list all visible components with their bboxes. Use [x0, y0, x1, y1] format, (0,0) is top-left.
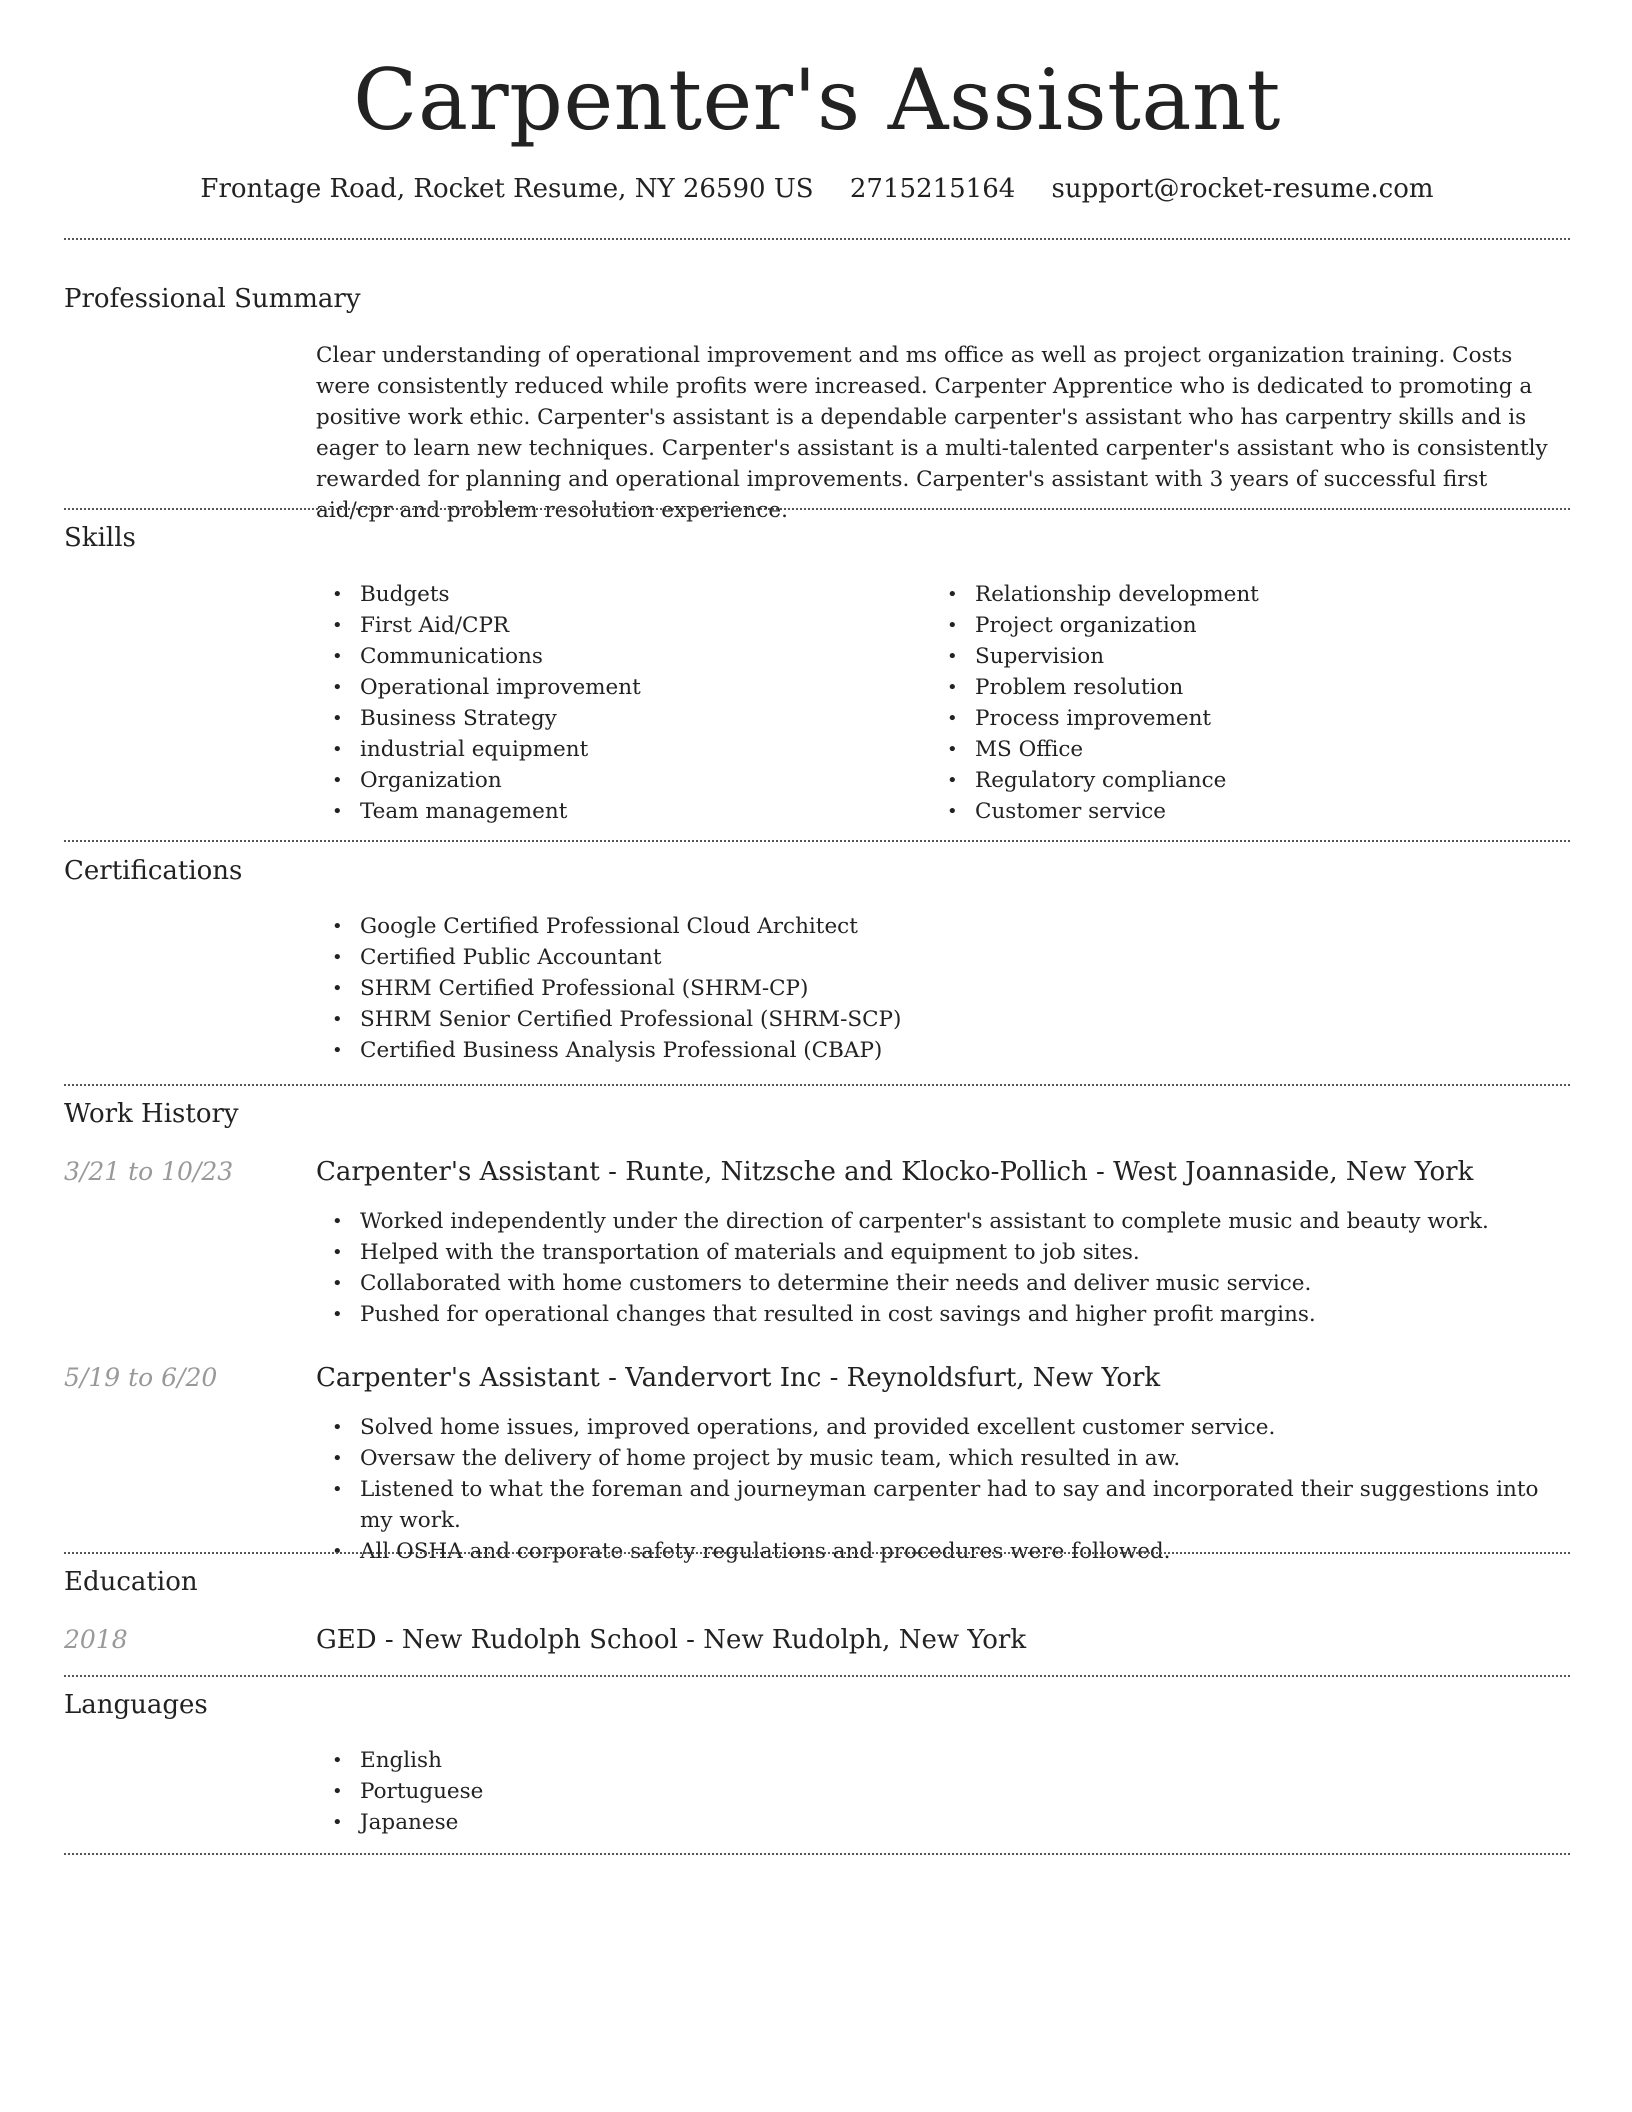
certification-item: • Google Certified Professional Cloud Architect [316, 911, 1516, 942]
skill-item: • Communications [316, 641, 916, 672]
skill-item: • MS Office [931, 734, 1531, 765]
candidate-name: Carpenter's Assistant [353, 51, 1281, 149]
divider [64, 238, 1570, 240]
job-bullet: • Oversaw the delivery of home project by music team, which resulted in aw. [316, 1443, 1570, 1474]
job-bullet: • Worked independently under the direction of carpenter's assistant to complete music and beauty work. [316, 1206, 1570, 1237]
contact-line [64, 172, 1570, 206]
skill-item: • Business Strategy [316, 703, 916, 734]
skill-item: • Supervision [931, 641, 1531, 672]
education-section-title: Education [64, 1567, 198, 1597]
skill-item: • First Aid/CPR [316, 610, 916, 641]
education-heading: GED - New Rudolph School - New Rudolph, New York [316, 1625, 1027, 1655]
skill-item: • Operational improvement [316, 672, 916, 703]
job-heading: Carpenter's Assistant - Vandervort Inc - Reynoldsfurt, New York [316, 1363, 1161, 1393]
language-item: • Portuguese [316, 1776, 916, 1807]
job-bullets [316, 1412, 1570, 1567]
certification-item: • Certified Public Accountant [316, 942, 1516, 973]
skill-item: • Customer service [931, 796, 1531, 827]
job-bullet: • Collaborated with home customers to determine their needs and deliver music service. [316, 1268, 1570, 1299]
resume-page [64, 0, 1570, 2112]
skill-item: • Process improvement [931, 703, 1531, 734]
divider [64, 1552, 1570, 1554]
skill-item: • industrial equipment [316, 734, 916, 765]
skill-item: • Budgets [316, 579, 916, 610]
skill-item: • Project organization [931, 610, 1531, 641]
summary-text: Clear understanding of operational improvement and ms office as well as project organization training. Costs were consistently reduced while profits were increased. Carpenter Apprentice who is dedicated to promoting a positive work ethic. Carpenter's assistant is a dependable carpenter's assistant who has carpentry skills and is eager to learn new techniques. Carpenter's assistant is a multi-talented carpenter's assistant who is consistently rewarded for planning and operational improvements. Carpenter's assistant with 3 years of successful first aid/cpr and problem resolution experience. [316, 343, 1548, 523]
job-bullet: • Solved home issues, improved operations, and provided excellent customer service. [316, 1412, 1570, 1443]
divider [64, 1084, 1570, 1086]
divider [64, 508, 1570, 510]
skill-item: • Organization [316, 765, 916, 796]
skill-item: • Team management [316, 796, 916, 827]
contact-email: support@rocket-resume.com [1051, 174, 1434, 204]
skill-item: • Regulatory compliance [931, 765, 1531, 796]
skill-item: • Relationship development [931, 579, 1531, 610]
divider [64, 1853, 1570, 1855]
job-dates: 5/19 to 6/20 [64, 1363, 218, 1392]
languages-section-title: Languages [64, 1690, 208, 1720]
skills-list-left [316, 579, 916, 827]
certifications-list [316, 911, 1516, 1066]
work-section-title: Work History [64, 1099, 239, 1129]
languages-list [316, 1745, 916, 1838]
certification-item: • SHRM Certified Professional (SHRM-CP) [316, 973, 1516, 1004]
skill-item: • Problem resolution [931, 672, 1531, 703]
skills-section-title: Skills [64, 523, 136, 553]
job-bullet: • Pushed for operational changes that resulted in cost savings and higher profit margins. [316, 1299, 1570, 1330]
divider [64, 1675, 1570, 1677]
contact-address: Frontage Road, Rocket Resume, NY 26590 US [200, 174, 814, 204]
job-dates: 3/21 to 10/23 [64, 1157, 234, 1186]
language-item: • Japanese [316, 1807, 916, 1838]
certification-item: • SHRM Senior Certified Professional (SHRM-SCP) [316, 1004, 1516, 1035]
job-bullet: • All OSHA and corporate safety regulations and procedures were followed. [316, 1536, 1570, 1567]
language-item: • English [316, 1745, 916, 1776]
contact-phone: 2715215164 [849, 174, 1016, 204]
education-year: 2018 [64, 1625, 128, 1654]
certifications-section-title: Certifications [64, 856, 243, 886]
job-bullet: • Listened to what the foreman and journeyman carpenter had to say and incorporated their suggestions into my work. [316, 1474, 1570, 1536]
summary-section-title: Professional Summary [64, 284, 361, 314]
divider [64, 840, 1570, 842]
job-heading: Carpenter's Assistant - Runte, Nitzsche and Klocko-Pollich - West Joannaside, New York [316, 1157, 1474, 1187]
job-bullet: • Helped with the transportation of materials and equipment to job sites. [316, 1237, 1570, 1268]
certification-item: • Certified Business Analysis Professional (CBAP) [316, 1035, 1516, 1066]
job-bullets [316, 1206, 1570, 1330]
skills-list-right [931, 579, 1531, 827]
